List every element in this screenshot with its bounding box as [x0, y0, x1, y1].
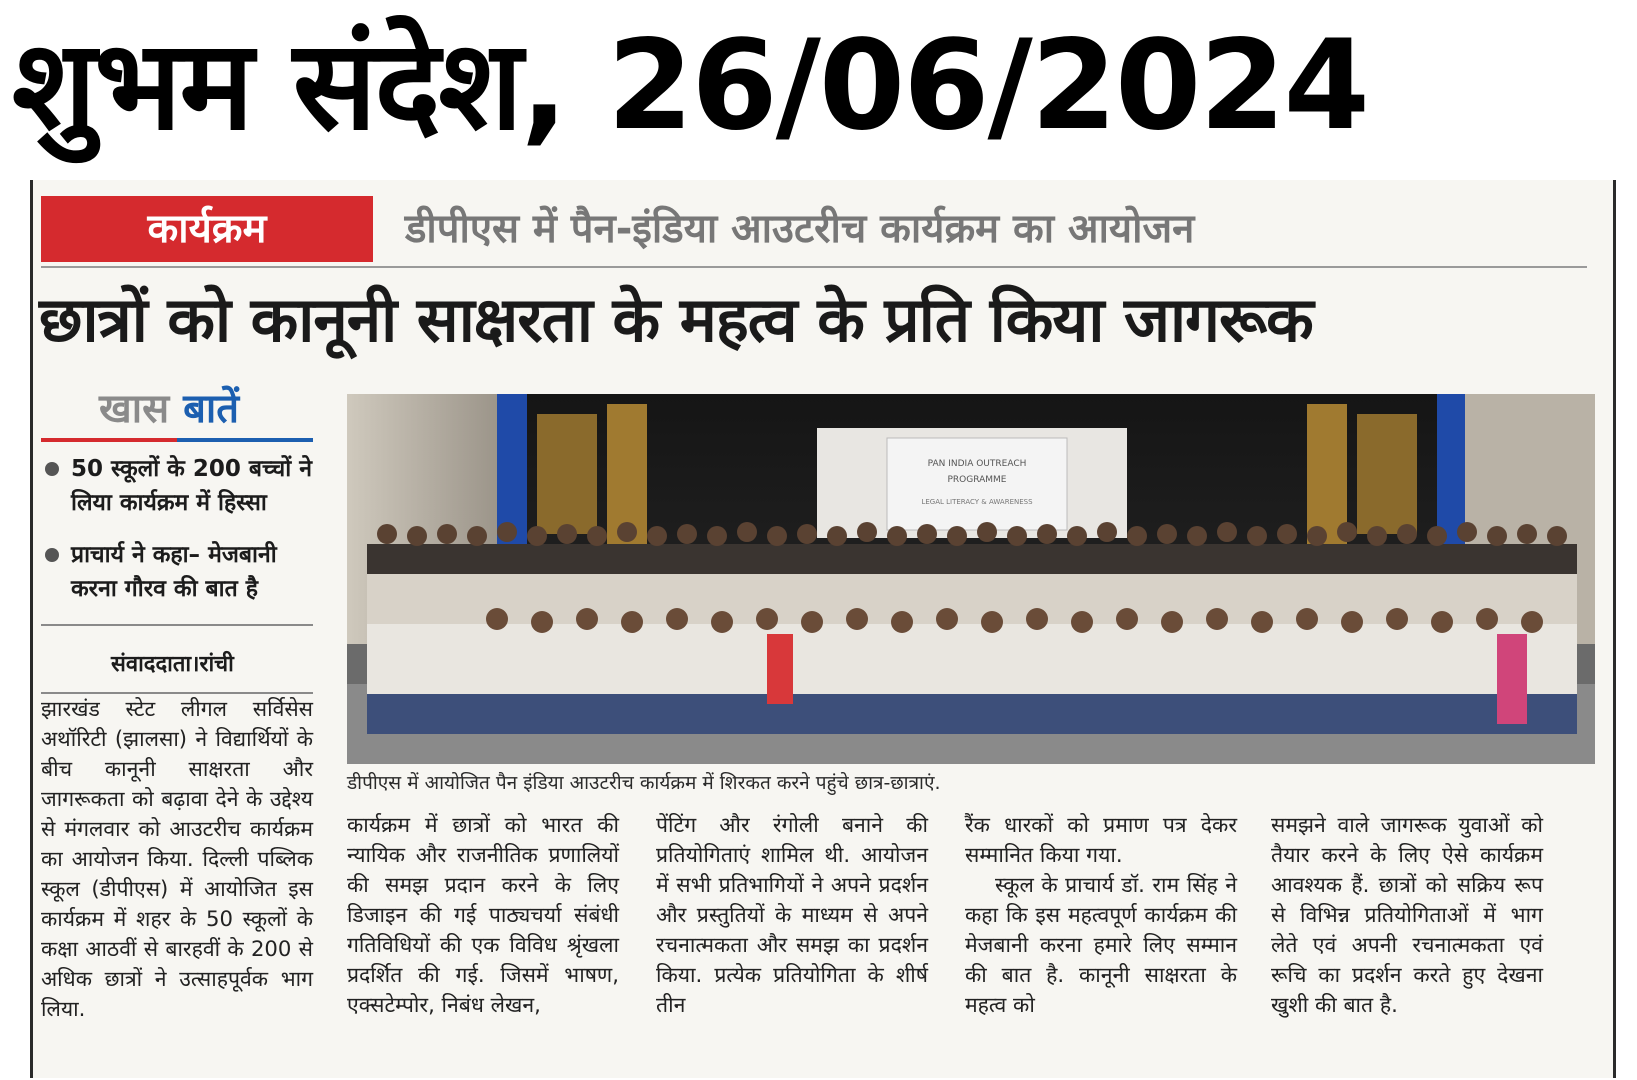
- article-column-1: [41, 694, 313, 1024]
- column-paragraph: स्कूल के प्राचार्य डॉ. राम सिंह ने कहा कि इस महत्वपूर्ण कार्यक्रम की मेजबानी करना हमारे लिए सम्मान की बात है. कानूनी साक्षरता के महत्व को: [965, 872, 1237, 1017]
- dateline: संवाददाता।रांची: [111, 652, 234, 677]
- article-column-5: [1271, 810, 1543, 1020]
- highlights-title-part1: खास: [99, 386, 170, 432]
- kicker-text: डीपीएस में पैन-इंडिया आउटरीच कार्यक्रम का आयोजन: [405, 206, 1195, 252]
- group-photo-illustration: [347, 394, 1595, 764]
- highlight-item: [41, 538, 313, 606]
- highlights-list: [41, 452, 313, 606]
- highlights-title-part2: बातें: [183, 386, 240, 432]
- newspaper-clipping: [30, 180, 1616, 1078]
- masthead-title: शुभम संदेश, 26/06/2024: [12, 14, 1368, 158]
- masthead: [0, 0, 1637, 180]
- kicker-divider: [41, 266, 1587, 268]
- column-paragraph: कार्यक्रम में छात्रों को भारत की न्यायिक और राजनीतिक प्रणालियों की समझ प्रदान करने के लिए डिजाइन की गई पाठ्यचर्या संबंधी गतिविधियों की एक विविध श्रृंखला प्रदर्शित की गई. जिसमें भाषण, एक्सटेम्पोर, निबंध लेखन,: [347, 812, 619, 1017]
- bullet-icon: [45, 462, 59, 476]
- headline: छात्रों को कानूनी साक्षरता के महत्व के प्रति किया जागरूक: [39, 283, 1313, 356]
- column-paragraph: समझने वाले जागरूक युवाओं को तैयार करने के लिए ऐसे कार्यक्रम आवश्यक हैं. छात्रों को सक्रिय रूप से विभिन्न प्रतियोगिताओं में भाग लेते एवं अपनी रचनात्मकता एवं रूचि का प्रदर्शन करते हुए देखना खुशी की बात है.: [1271, 812, 1543, 1017]
- bullet-icon: [45, 548, 59, 562]
- crowd-front-row: [367, 624, 1577, 734]
- stage-screen-line: LEGAL LITERACY & AWARENESS: [921, 498, 1033, 506]
- stage-screen-line: PAN INDIA OUTREACH: [927, 459, 1027, 469]
- photo-caption: डीपीएस में आयोजित पैन इंडिया आउटरीच कार्यक्रम में शिरकत करने पहुंचे छात्र-छात्राएं.: [347, 772, 941, 794]
- highlight-text: प्राचार्य ने कहा– मेजबानी करना गौरव की बात है: [71, 542, 277, 602]
- column-paragraph: झारखंड स्टेट लीगल सर्विसेस अथॉरिटी (झालसा) ने विद्यार्थियों के बीच कानूनी साक्षरता और जागरूकता को बढ़ावा देने के उद्देश्य से मंगलवार को आउटरीच कार्यक्रम का आयोजन किया. दिल्ली पब्लिक स्कूल (डीपीएस) में आयोजित इस कार्यक्रम में शहर के 50 स्कूलों के कक्षा आठवीं से बारहवीं के 200 से अधिक छात्रों ने उत्साहपूर्वक भाग लिया.: [41, 696, 313, 1021]
- column-paragraph: पेंटिंग और रंगोली बनाने की प्रतियोगिताएं शामिल थी. आयोजन में सभी प्रतिभागियों ने अपने प्रदर्शन और प्रस्तुतियों के माध्यम से अपने रचनात्मकता और समझ का प्रदर्शन किया. प्रत्येक प्रतियोगिता के शीर्ष तीन: [656, 812, 928, 1017]
- highlights-divider: [41, 438, 313, 442]
- stage-screen-line: PROGRAMME: [947, 475, 1007, 485]
- column-paragraph: रैंक धारकों को प्रमाण पत्र देकर सम्मानित किया गया.: [965, 812, 1237, 867]
- article-column-2: [347, 810, 619, 1020]
- article-column-3: [656, 810, 928, 1020]
- event-photo: [347, 394, 1595, 764]
- highlight-text: 50 स्कूलों के 200 बच्चों ने लिया कार्यक्रम में हिस्सा: [71, 456, 313, 516]
- article-column-4: [965, 810, 1237, 1020]
- highlights-title: [41, 384, 313, 434]
- highlight-item: [41, 452, 313, 520]
- highlights-box: [41, 384, 313, 694]
- kicker-tag: कार्यक्रम: [41, 196, 373, 262]
